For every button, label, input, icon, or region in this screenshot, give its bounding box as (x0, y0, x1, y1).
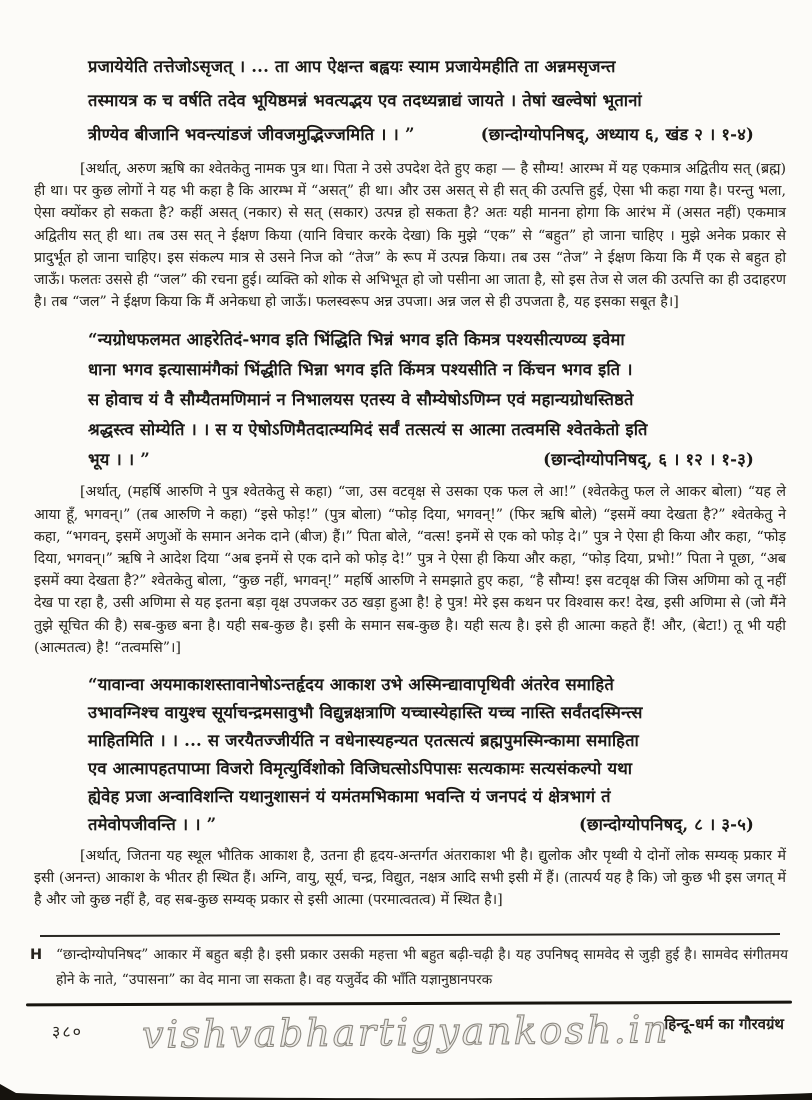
verse-last-line (88, 445, 754, 475)
verse-line: माहितमिति । । ... स जरयैतज्जीर्यति न वधेनास्यहन्यत एतत्सत्यं ब्रह्मपुमस्मिन्कामा समाहिता (88, 731, 639, 751)
footnote-text: “छान्दोग्योपनिषद” आकार में बहुत बड़ी है। इसी प्रकार उसकी महत्ता भी बहुत बढ़ी-चढ़ी है। यह उपनिषद् सामवेद से जुड़ी हुई है। सामवेद संगीतमय होने के नाते, “उपासना” का वेद माना जा सकता है। वह यजुर्वेद की भाँति यज्ञानुष्ठानपरक (56, 947, 788, 988)
verse-line: त्रीण्येव बीजानि भवन्त्यांडजं जीवजमुद्भिज्जमिति । । ” (88, 125, 415, 144)
verse-line: तमेवोपजीवन्ति । । ” (88, 815, 217, 835)
book-title: हिन्दू-धर्म का गौरवग्रंथ (664, 1015, 784, 1033)
footer-separator-rule (26, 1001, 792, 1007)
watermark-text: vishvabhartigyankosh.in (141, 1007, 671, 1057)
verse-line: ह्येवेह प्रजा अन्वाविशन्ति यथानुशासनं यं यमंतमभिकामा भवन्ति यं जनपदं यं क्षेत्रभागं तं (88, 787, 611, 807)
sanskrit-verse-2 (88, 325, 754, 475)
verse-line: भूय । । ” (88, 450, 151, 470)
footnote-separator-rule (40, 933, 780, 937)
verse-citation-1: (छान्दोग्योपनिषद्, अध्याय ६, खंड २ । १-४) (480, 125, 754, 144)
verse-last-line (88, 811, 754, 839)
verse-line: उभावग्निश्च वायुश्च सूर्याचन्द्रमसावुभौ विद्युन्नक्षत्राणि यच्चास्येहास्ति यच्च नास्ति सर्वंतदस्मिन्त्स (88, 703, 643, 723)
commentary-1: [अर्थात्, अरुण ऋषि का श्वेतकेतु नामक पुत्र था। पिता ने उसे उपदेश देते हुए कहा — है सौम्य! आरम्भ में यह एकमात्र अद्वितीय सत् (ब्रह्म) ही था। पर कुछ लोगों ने यह भी कहा है कि आरम्भ में “असत्” ही था। और उस असत् से ही सत् की उत्पत्ति हुई, ऐसा भी कहा गया है। परन्तु भला, ऐसा क्योंकर हो सकता है? कहीं असत् (नकार) से सत् (सकार) उत्पन्न हो सकता है? अतः यही मानना होगा कि आरंभ में (असत नहीं) एकमात्र अद्वितीय सत् ही था। तब उस सत् ने ईक्षण किया (यानि विचार करके देखा) कि मुझे “एक” से “बहुत” हो जाना चाहिए । मुझे अनेक प्रकार से प्रादुर्भूत हो जाना चाहिए। इस संकल्प मात्र से उसने निज को “तेज” के रूप में उत्पन्न किया। तब उस “तेज” ने ईक्षण किया कि मैं एक से बहुत हो जाऊँ। फलतः उससे ही “जल” की रचना हुई। व्यक्ति को शोक से अभिभूत हो जो पसीना आ जाता है, सो इस तेज से जल की उत्पत्ति का ही उदाहरण है। तब “जल” ने ईक्षण किया कि मैं अनेकधा हो जाऊँ। फलस्वरूप अन्न उपजा। अन्न जल से ही उपजता है, यह इसका सबूत है।] (34, 161, 787, 311)
sanskrit-verse-1 (88, 0, 754, 152)
verse-line: स होवाच यं वै सौम्यैतमणिमानं न निभालयस एतस्य वे सौम्येषोऽणिम्न एवं महान्यग्रोधस्तिष्ठते (88, 390, 634, 410)
page-number: ३८० (52, 1022, 83, 1041)
page-footer (0, 1007, 812, 1082)
verse-citation-3: (छान्दोग्योपनिषद्, ८ । ३-५) (579, 815, 754, 835)
verse-line: श्रद्धस्त्व सोम्येति । । स य ऐषोऽणिमैतदात्म्यमिदं सर्वं तत्सत्यं स आत्मा तत्वमसि श्वेतकेतो इति (88, 420, 648, 440)
scan-edge-artifact (0, 1080, 812, 1100)
verse-last-line (88, 118, 754, 152)
sanskrit-verse-3 (88, 671, 754, 839)
footnote (30, 943, 788, 992)
verse-line: एव आत्मापहतपाप्मा विजरो विमृत्युर्विशोको विजिघत्सोऽपिपासः सत्यकामः सत्यसंकल्पो यथा (88, 759, 633, 779)
commentary-3: [अर्थात्, जितना यह स्थूल भौतिक आकाश है, उतना ही हृदय-अन्तर्गत अंतराकाश भी है। द्युलोक और पृथ्वी ये दोनों लोक सम्यक् प्रकार में इसी (अनन्त) आकाश के भीतर ही स्थित हैं। अग्नि, वायु, सूर्य, चन्द्र, विद्युत, नक्षत्र आदि सभी इसी में हैं। (तात्पर्य यह है कि) जो कुछ भी इस जगत् में है और जो कुछ नहीं है, वह सब-कुछ सम्यक् प्रकार से इसी आत्मा (परमात्वतत्व) में स्थित है।] (34, 848, 786, 909)
verse-line: “यावान्वा अयमाकाशस्तावानेषोऽन्तर्हृदय आकाश उभे अस्मिन्द्यावापृथिवी अंतरेव समाहिते (88, 675, 614, 695)
verse-line: “न्यग्रोधफलमत आहरेतिदं-भगव इति भिंद्धिति भिन्नं भगव इति किमत्र पश्यसीत्यण्व्य इवेमा (88, 330, 625, 350)
commentary-2: [अर्थात्, (महर्षि आरुणि ने पुत्र श्वेतकेतु से कहा) “जा, उस वटवृक्ष से उसका एक फल ले आ!” (श्वेतकेतु फल ले आकर बोला) “यह ले आया हूँ, भगवन्।” (तब आरुणि ने कहा) “इसे फोड़!” (पुत्र बोला) “फोड़ दिया, भगवन्!” (फिर ऋषि बोले) “इसमें क्या देखता है?” श्वेतकेतु ने कहा, “भगवन्, इसमें अणुओं के समान अनेक दाने (बीज) हैं।” पिता बोले, “वत्स! इनमें से एक को फोड़ दे।” पुत्र ने ऐसा ही किया और कहा, “फोड़ दिया, भगवन्।” ऋषि ने आदेश दिया “अब इनमें से एक दाने को फोड़ दे!” पुत्र ने ऐसा ही किया और कहा, “फोड़ दिया, प्रभो!” पिता ने पूछा, “अब इसमें क्या देखता है?” श्वेतकेतु बोला, “कुछ नहीं, भगवन्!” महर्षि आरुणि ने समझाते हुए कहा, “है सौम्य! इस वटवृक्ष की जिस अणिमा को तू नहीं देख पा रहा है, उसी अणिमा से यह इतना बड़ा वृक्ष उपजकर उठ खड़ा हुआ है! हे पुत्र! मेरे इस कथन पर विश्वास कर! देख, इसी अणिमा से (जो मैंने तुझे सूचित की है) सब-कुछ बना है। यही सब-कुछ है। इसी के समान सब-कुछ है। यही सत्य है। इसे ही आत्मा कहते हैं! और, (बेटा!) तू भी यही (आत्मतत्व) है! “तत्वमसि”।] (34, 484, 786, 656)
verse-citation-2: (छान्दोग्योपनिषद्, ६ । १२ । १-३) (543, 450, 754, 470)
footnote-block (0, 934, 812, 992)
verse-line: धाना भगव इत्यासामंगैकां भिंद्धीति भिन्ना भगव इति किंमत्र पश्यसीति न किंचन भगव इति । (88, 360, 633, 380)
verse-line: प्रजायेयेति तत्तेजोऽसृजत् । ... ता आप ऐक्षन्त बह्वयः स्याम प्रजायेमहीति ता अन्नमसृजन्त (88, 57, 616, 76)
verse-line: तस्मायत्र क च वर्षति तदेव भूयिष्ठमन्नं भवत्यद्भय एव तदध्यन्नाद्यं जायते । तेषां खल्वेषां भूतानां (88, 91, 642, 110)
footnote-marker: H (30, 947, 43, 963)
